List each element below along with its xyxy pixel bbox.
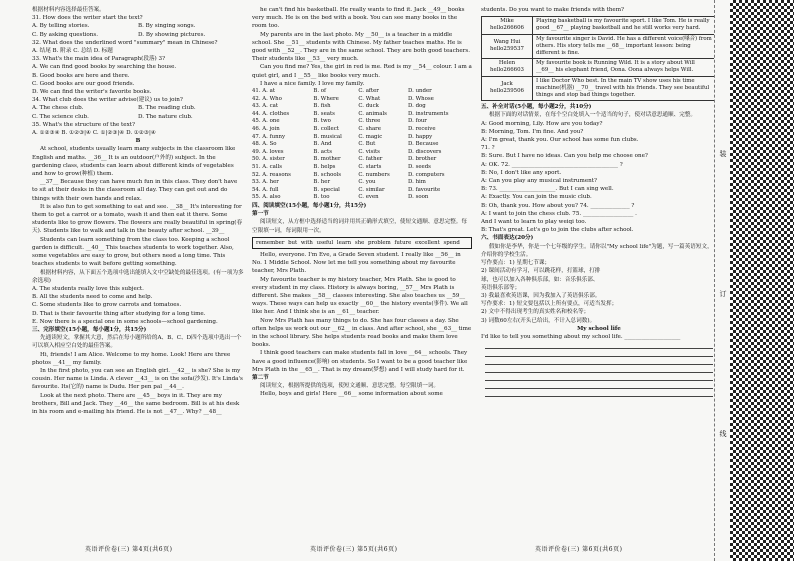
option-cell: 45. A. one — [252, 118, 280, 125]
text-line: 球，也可以加入各种俱乐部，如：音乐俱乐部、 — [481, 276, 599, 283]
text-line: 阅读短文，从方框中选择适当的词并用其正确形式填空，使短文通顺、意思完整。每空限填一词，每词限用一次。 — [252, 219, 467, 234]
profiles-table — [481, 16, 717, 101]
text-line: Hello, boys and girls! Here __66__ some information about some — [260, 391, 443, 398]
option-cell: 54. A. full — [252, 186, 279, 193]
option-cell: C. animals — [358, 110, 387, 117]
option-cell: 49. A. loves — [252, 148, 284, 155]
text-line: 34. What club does the writer advise(建议) us to join? — [32, 97, 183, 104]
option-cell: C. share — [358, 126, 381, 132]
option-cell: C. you — [358, 179, 376, 186]
text-line: Look at the next photo. There are __45__ boys in it. They are my brothers, Bill and Jack. They __46__ the same bedroom. Bill is at his desk in his room and e-mailing his friend. He is not __47__. Why? __48__ — [32, 392, 240, 415]
text-line: 31. How does the writer start the text? — [32, 15, 143, 22]
checker-pattern-border — [730, 0, 794, 561]
text-line: Hi, friends! I am Alice. Welcome to my home. Look! Here are three photos __41__ my family. — [32, 351, 231, 366]
text-line: 写作要求：1) 短文要包括以上所有要点，可适当发挥； — [481, 301, 618, 308]
option-cell: D. Because — [408, 141, 439, 148]
centered-heading: My school life — [577, 325, 621, 332]
text-line: D. We can find the writer's favorite books. — [32, 89, 152, 96]
text-line: D. That is their favourite thing after studying for a long time. — [32, 310, 206, 317]
text-line: 71. ? — [481, 145, 495, 152]
text-line: 35. What's the structure of the text? — [32, 121, 135, 128]
cloze-options-table — [252, 88, 472, 202]
option-cell: B. her — [313, 179, 331, 186]
text-line: he can't find his basketball. He really wants to find it. Jack __49__ books very much. He is on the bed with a book. You can see many books in the room too. — [252, 7, 465, 30]
option-cell: B. schools — [313, 171, 342, 178]
section-heading: 三、完形填空(15小题，每小题1分，共15分) — [32, 326, 147, 333]
profile-message: I like Doctor Who best. In the main TV show uses his time machine(机器) __70__ travel with his friends. They see beautiful things and stop bad things together. — [533, 76, 717, 101]
text-line: B: 73. ____________________. But I can sing well. — [481, 186, 614, 193]
option-cell: C. even — [358, 194, 379, 201]
option-cell: B. fish — [313, 103, 331, 110]
text-line: And I want to learn to play weiqi too. — [481, 219, 587, 226]
text-line: 根据下面的对话情景，在每个空白处填入一个适当的句子，使对话意思通顺、完整。 — [489, 112, 696, 119]
text-line: A: Can you play any musical instrument? — [481, 178, 597, 185]
text-line: __37__ Because they can have much fun in this class. They don't have to sit at their desks in the classroom all day. They can get out and do things with their own hands and relax. — [32, 179, 238, 202]
section-heading: 六、书面表达(20分) — [481, 235, 534, 242]
writing-line — [485, 381, 713, 389]
text-line: At school, students usually learn many subjects in the classroom like English and maths. __36__ It is an outdoor(户外的) subject. In the gardening class, students can learn about different kinds of vegetables and how to grow(种植) them. — [32, 146, 236, 178]
centered-heading: B — [135, 138, 141, 145]
option-cell: D. discovers — [408, 148, 442, 155]
option-cell: D. instruments — [408, 110, 449, 117]
profile-row — [482, 34, 717, 59]
option-cell: 48. A. So — [252, 141, 277, 148]
writing-line — [485, 341, 713, 349]
text-line: A. 结尾 B. 附录 C. 总结 D. 标题 — [32, 48, 113, 55]
options-row — [252, 126, 472, 134]
section-heading: 四、阅读填空(15小题，每小题1分，共15分) — [252, 202, 367, 209]
profile-message: Playing basketball is my favourite sport. I like Tom. He is really good __67__ playing basketball and he still works very hard. — [533, 17, 717, 34]
text-line: B: No, I don't like any sport. — [481, 169, 562, 176]
writing-line — [485, 349, 713, 357]
option-cell: D. Whose — [408, 95, 434, 102]
text-line: B: Oh, thank you. How about you? 74. ______________ ? — [481, 202, 635, 209]
text-line: 假如你是李华，你是一个七年级的学生。请你以"My school life"为题，写一篇英语短文，介绍你的学校生活。 — [481, 243, 713, 258]
text-line: A: Exactly. You can join the music club. — [481, 194, 592, 201]
text-line: B: Sure. But I have no ideas. Can you help me choose one? — [481, 153, 648, 160]
options-row — [252, 96, 472, 104]
option-line — [32, 31, 244, 39]
option-cell: D. four — [408, 118, 427, 125]
options-row — [252, 149, 472, 157]
options-row — [252, 111, 472, 119]
options-row — [252, 179, 472, 187]
option-cell: B. two — [313, 118, 331, 125]
option-cell: B. And — [313, 141, 332, 148]
text-line: B: That's great. Let's go to join the clubs after school. — [481, 227, 634, 234]
option-cell: D. brother — [408, 156, 437, 163]
option-cell: 44. A. clothes — [252, 110, 290, 117]
text-line: A. We can find good books by searching the house. — [32, 64, 177, 71]
option-cell: D. receive — [408, 126, 436, 132]
text-line: 英语俱乐部等； — [481, 284, 521, 291]
option-cell: D. soon — [408, 194, 429, 201]
text-line: My favourite teacher is my history teacher, Mrs Plath. She is good to every student in my class. History is always boring, __57__ Mrs Plath is different. She makes __58__ classes interesting. She also teaches us __59__ ways. These ways can help us exactly __60__ the history events(事件). We all like her. And I think she is an __61__ teacher. — [252, 276, 468, 316]
text-line: C. Some students like to grow carrots and tomatoes. — [32, 302, 182, 309]
profile-row — [482, 17, 717, 34]
binding-margin — [714, 0, 731, 561]
writing-line — [485, 373, 713, 381]
options-row — [252, 156, 472, 164]
option-cell: D. computers — [408, 171, 445, 178]
profile-name: Wang Hui hello259537 — [482, 34, 533, 59]
options-row — [252, 164, 472, 172]
profile-row — [482, 59, 717, 76]
option-cell: D. him — [408, 179, 426, 186]
text-line: B. Good books are here and there. — [32, 72, 130, 79]
profile-name: Helen hello266603 — [482, 59, 533, 76]
option-cell: B. acts — [313, 148, 332, 155]
option-cell: D. dog — [408, 103, 426, 110]
writing-line — [485, 389, 713, 397]
writing-line — [485, 357, 713, 365]
text-line: A: I'm great, thank you. Our school has some fun clubs. — [481, 137, 639, 144]
option-text: C. By asking questions. — [32, 31, 99, 38]
page-footer-4: 英语评价卷(三) 第4页(共6页) — [85, 546, 173, 553]
text-line: A: Good morning, Lily. How are you today? — [481, 120, 603, 127]
text-line: A: OK. 72. ______________________________________ ? — [481, 161, 623, 168]
writing-line — [485, 365, 713, 373]
option-cell: D. favourite — [408, 186, 441, 193]
option-cell: C. starts — [358, 163, 382, 170]
option-text: B. By singing songs. — [138, 23, 196, 30]
text-line: 先通读短文，掌握其大意，然后在每小题所给的A、B、C、D四个选项中选出一个可以填入相应空白处的最佳答案。 — [32, 335, 242, 350]
option-cell: 53. A. her — [252, 179, 279, 186]
option-line — [32, 104, 244, 112]
option-cell: C. after — [358, 88, 379, 95]
text-line: B. All the students need to come and help. — [32, 294, 153, 301]
text-line: 写作要点：1) 星期七节课； — [481, 260, 551, 267]
option-cell: C. father — [358, 156, 383, 163]
text-line: I have a nice family. I love my family. — [260, 80, 365, 87]
option-cell: B. collect — [313, 126, 339, 132]
binding-mark: 订 — [719, 290, 727, 297]
option-cell: B. of — [313, 88, 327, 95]
options-row — [252, 194, 472, 202]
option-cell: 43. A. cat — [252, 103, 279, 110]
option-cell: B. seats — [313, 110, 335, 117]
text-line: I think good teachers can make students fall in love __64__ schools. They have a good influence(影响) on students. So I want to be a good teacher like Mrs Plath in the __65__. That is my dream(梦想) and I will study hard for it. — [252, 350, 468, 373]
text-line: Hello, everyone. I'm Eve, a Grade Seven student. I really like __56__ in No. 1 Middle School. Now let me tell you something about my favourite teacher, Mrs Plath. — [252, 251, 461, 275]
page-footer-5: 英语评价卷(三) 第5页(共6页) — [310, 546, 398, 553]
options-row — [252, 134, 472, 142]
option-line — [32, 113, 244, 121]
text-line: A: I want to join the chess club. 75. __________________ . — [481, 210, 637, 217]
section-heading: 第一节 — [252, 211, 269, 218]
section-heading: 五、补全对话(5小题，每小题2分，共10分) — [481, 104, 592, 111]
profile-name: Mike hello266606 — [482, 17, 533, 34]
text-line: A. ①②③④ B. ①②③|④ C. ①|②③|④ D. ①②③|④ — [32, 130, 156, 137]
option-cell: 50. A. sister — [252, 156, 285, 163]
option-cell: 47. A. funny — [252, 133, 286, 140]
option-cell: D. under — [408, 88, 432, 95]
text-line: Can you find me? Yes, the girl in red is me. Red is my __54__ colour. I am a quiet girl, and I __55__ like books very much. — [252, 64, 472, 79]
page-footer-6: 英语评价卷(三) 第6页(共6页) — [535, 546, 623, 553]
option-text: A. By telling stories. — [32, 23, 90, 30]
option-cell: D. seeds — [408, 163, 431, 170]
text-line: It is also fun to get something to eat and see. __38__ It's interesting for them to get a carrot or a tomato, wash it and then eat it there. Some students like to grow flowers. The flowers are really beautiful in spring(春天). Students like to walk and talk in the beauty after school. __39__ — [32, 203, 243, 235]
text-line: 32. What does the underlined word "summary" mean in Chinese? — [32, 39, 218, 46]
option-cell: 51. A. calls — [252, 163, 283, 170]
option-text: D. The nature club. — [138, 113, 193, 120]
binding-mark: 装 — [719, 150, 727, 157]
option-cell: 55. A. also — [252, 194, 281, 201]
option-cell: B. too — [313, 194, 330, 201]
options-row — [252, 88, 472, 96]
text-line: 3) 词数60左右(开头已给出，不计入总词数)。 — [481, 317, 596, 324]
option-cell: B. special — [313, 186, 340, 193]
text-line: E. Now there is a special one in some schools—school gardening. — [32, 318, 218, 325]
column-page-5 — [252, 6, 472, 526]
option-text: A. The chess club. — [32, 105, 84, 112]
binding-mark: 线 — [719, 430, 727, 437]
text-line: 2) 文中不得出现考生的真实姓名和校名等； — [481, 309, 590, 316]
option-cell: 41. A. at — [252, 88, 275, 95]
option-cell: 52. A. reasons — [252, 171, 291, 178]
option-cell: C. duck — [358, 103, 379, 110]
profile-message: My favourite singer is David. He has a different voice(嗓音) from others. His story tells me __68__ important lesson: being different is fine. — [533, 34, 717, 59]
option-cell: C. similar — [358, 186, 385, 193]
profile-message: My favourite book is Running Wild. It is a story about Will __69__ his elephant friend, Oona. Oona always helps Will. — [533, 59, 717, 76]
option-cell: B. Where — [313, 95, 339, 102]
option-cell: C. What — [358, 95, 381, 102]
text-line: 3) 我最喜欢英语课，因为我加入了英语俱乐部。 — [481, 292, 601, 299]
option-text: C. The science club. — [32, 113, 89, 120]
option-cell: B. musical — [313, 133, 342, 140]
text-line: 2) 课间活动有学习，可以跳花样，打篮球，打排 — [481, 268, 601, 275]
option-cell: C. numbers — [358, 171, 390, 178]
text-line: 根据材料内容选择最佳答案。 — [32, 7, 105, 13]
text-line: I'd like to tell you something about my school life. ____________________ — [481, 333, 681, 340]
options-row — [252, 141, 472, 149]
option-cell: C. But — [358, 141, 376, 148]
column-page-6 — [481, 6, 717, 526]
text-line: A. The students really love this subject. — [32, 285, 144, 292]
option-cell: B. helps — [313, 163, 336, 170]
option-cell: B. mother — [313, 156, 341, 163]
text-line: 阅读短文，根据所提供的选项，使短文通顺、意思完整。每空限填一词。 — [260, 383, 440, 390]
option-cell: C. three — [358, 118, 381, 125]
options-row — [252, 118, 472, 126]
option-text: D. By showing pictures. — [138, 31, 206, 38]
text-line: Now Mrs Plath has many things to do. She has four classes a day. She often helps us work out our __62__ in class. And after school, she __63__ time in the school library. She helps students read books and make them love books. — [252, 317, 472, 349]
text-line: 33. What's the main idea of Paragraph(段落) 3? — [32, 56, 166, 63]
profile-name: Jack hello259506 — [482, 76, 533, 101]
option-cell: C. magic — [358, 133, 383, 140]
option-line — [32, 22, 244, 30]
options-row — [252, 187, 472, 195]
text-line: B: Morning, Tom. I'm fine. And you? — [481, 128, 584, 135]
section-heading: 第二节 — [252, 375, 269, 381]
text-line: Students can learn something from the class too. Keeping a school garden is difficult. __40__ This teaches students to work together. Also, some vegetables are easy to grow, but others need a long time. This teaches students to wait before getting something. — [32, 236, 234, 268]
option-cell: 46. A. join — [252, 126, 280, 132]
options-row — [252, 172, 472, 180]
word-bank-box: remember but with useful learn she problem future excellent spend — [252, 237, 472, 249]
option-cell: 42. A. Who — [252, 95, 282, 102]
text-line: 根据材料内容，从下面五个选项中选出能填入文中空缺处的最佳选项。(有一项为多余选项) — [32, 269, 244, 284]
option-cell: D. happy — [408, 133, 433, 140]
profile-row — [482, 76, 717, 101]
text-line: C. Good books are our good friends. — [32, 80, 135, 87]
options-row — [252, 103, 472, 111]
column-page-4 — [32, 6, 244, 526]
text-line: My parents are in the last photo. My __50__ is a teacher in a middle school. She __51__ students with Chinese. My father teaches maths. He is good with __52__. They are in the same school. They are both good teachers. Their students like __53__ very much. — [252, 31, 471, 63]
text-line: In the first photo, you can see an English girl. __42__ is she? She is my cousin. Her name is Linda. A clever __43__ is on the sofa(沙发). It's Linda's favourite. Its(它的) name is Dudu. Her pen pal __44__. — [32, 367, 243, 391]
text-line: students. Do you want to make friends with them? — [481, 7, 625, 13]
option-cell: C. visits — [358, 148, 380, 155]
option-text: B. The reading club. — [138, 105, 196, 112]
